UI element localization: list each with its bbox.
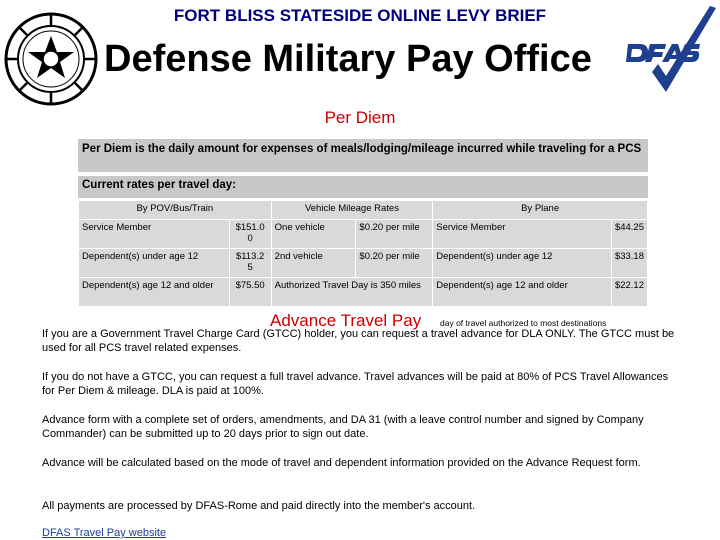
- brief-title: FORT BLISS STATESIDE ONLINE LEVY BRIEF: [173, 6, 547, 25]
- rates-label: Current rates per travel day:: [78, 176, 648, 198]
- paragraph-advance-form: Advance form with a complete set of orders, amendments, and DA 31 (with a leave control number and signed by Company Commander) can be submitted up to 20 days prior to sign out date.: [42, 414, 644, 440]
- paragraph-no-gtcc: If you do not have a GTCC, you can request a full travel advance. Travel advances will be paid at 80% of PCS Travel Allowances for Per Diem & mileage. DLA is paid at 100%.: [42, 371, 669, 397]
- table-cell: Dependent(s) age 12 and older: [79, 278, 229, 306]
- table-cell: Dependent(s) under age 12: [79, 249, 229, 277]
- per-diem-definition: Per Diem is the daily amount for expenses of meals/lodging/mileage incurred while traveling for a PCS: [78, 139, 648, 172]
- paragraph-calculation: Advance will be calculated based on the mode of travel and dependent information provided on the Advance Request form.: [42, 457, 641, 469]
- paragraph-payments: All payments are processed by DFAS-Rome and paid directly into the member's account.: [42, 500, 476, 512]
- table-cell: $75.50: [230, 278, 271, 306]
- paragraph-gtcc: If you are a Government Travel Charge Card (GTCC) holder, you can request a travel advance for DLA ONLY. The GTCC must be used for all PCS travel related expenses.: [42, 328, 675, 354]
- table-header-row: [79, 201, 647, 219]
- table-cell: $0.20 per mile: [356, 249, 432, 277]
- advance-travel-pay-title: Advance Travel Pay: [270, 311, 422, 330]
- table-row: [79, 220, 647, 248]
- page-title: Defense Military Pay Office: [104, 38, 592, 80]
- table-cell: $22.12: [612, 278, 647, 306]
- table-cell: $0.20 per mile: [356, 220, 432, 248]
- section-title: Per Diem: [324, 108, 396, 127]
- column-header: By Plane: [433, 201, 647, 219]
- rates-table: [78, 200, 648, 307]
- travel-day-note: day of travel authorized to most destinations: [440, 318, 607, 328]
- dfas-logo-icon: [622, 4, 718, 96]
- table-cell: $151.0 0: [230, 220, 271, 248]
- column-header: By POV/Bus/Train: [79, 201, 271, 219]
- table-cell: Service Member: [79, 220, 229, 248]
- table-cell: 2nd vehicle: [272, 249, 356, 277]
- table-row: [79, 278, 647, 306]
- table-cell: $33.18: [612, 249, 647, 277]
- table-cell: Dependent(s) age 12 and older: [433, 278, 611, 306]
- table-cell: Service Member: [433, 220, 611, 248]
- column-header: Vehicle Mileage Rates: [272, 201, 433, 219]
- table-cell: Dependent(s) under age 12: [433, 249, 611, 277]
- table-cell: One vehicle: [272, 220, 356, 248]
- dod-seal-icon: [4, 12, 98, 106]
- table-cell: $44.25: [612, 220, 647, 248]
- table-cell: Authorized Travel Day is 350 miles: [272, 278, 433, 306]
- table-row: [79, 249, 647, 277]
- table-cell: $113.2 5: [230, 249, 271, 277]
- dfas-travel-pay-link[interactable]: DFAS Travel Pay website: [42, 527, 167, 539]
